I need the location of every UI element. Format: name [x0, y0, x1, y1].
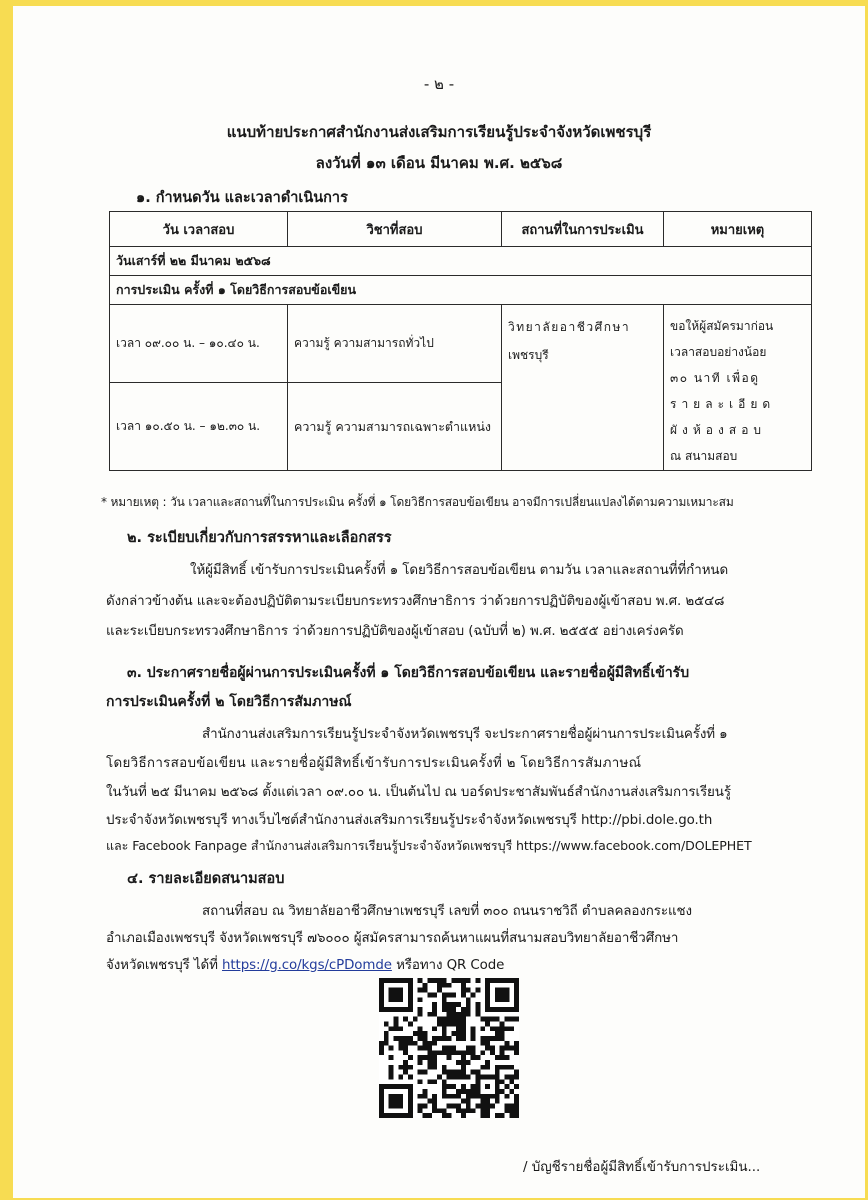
section3-line: ประจำจังหวัดเพชรบุรี ทางเว็บไซต์สำนักงานส่งเสริมการเรียนรู้ประจำจังหวัดเพชรบุรี http://pbi.dole.go.th — [106, 813, 713, 828]
schedule-table — [109, 211, 812, 471]
table-header-row — [110, 212, 812, 247]
document-page — [13, 6, 865, 1198]
exam-time: เวลา ๐๙.๐๐ น. – ๑๐.๔๐ น. — [110, 305, 288, 383]
exam-subject: ความรู้ ความสามารถทั่วไป — [288, 305, 502, 383]
section4-line — [106, 954, 504, 975]
remark-line: เวลาสอบอย่างน้อย — [670, 345, 767, 359]
remark-line: รายละเอียด — [670, 397, 776, 411]
exam-remark — [664, 305, 812, 471]
section3-heading: ๓. ประกาศรายชื่อผู้ผ่านการประเมินครั้งที่ ๑ โดยวิธีการสอบข้อเขียน และรายชื่อผู้มีสิทธิ์เข้ารับ — [127, 665, 690, 681]
header-remark: หมายเหตุ — [664, 212, 812, 247]
section2-line: ให้ผู้มีสิทธิ์ เข้ารับการประเมินครั้งที่ ๑ โดยวิธีการสอบข้อเขียน ตามวัน เวลาและสถานที่ที่กำหนด — [190, 563, 729, 578]
venue-line: เพชรบุรี — [508, 348, 549, 362]
exam-date: วันเสาร์ที่ ๒๒ มีนาคม ๒๕๖๘ — [110, 247, 812, 276]
remark-line: ๓๐ นาที เพื่อดู — [670, 371, 760, 385]
section2-heading: ๒. ระเบียบเกี่ยวกับการสรรหาและเลือกสรร — [127, 530, 392, 546]
section4-heading: ๔. รายละเอียดสนามสอบ — [127, 871, 285, 887]
section3-line: และ Facebook Fanpage สำนักงานส่งเสริมการเรียนรู้ประจำจังหวัดเพชรบุรี https://www.facebook.com/DOLEPHET — [106, 838, 752, 853]
table-note: * หมายเหตุ : วัน เวลาและสถานที่ในการประเมิน ครั้งที่ ๑ โดยวิธีการสอบข้อเขียน อาจมีการเปลี่ยนแปลงได้ตามความเหมาะสม — [101, 495, 734, 509]
header-datetime: วัน เวลาสอบ — [110, 212, 288, 247]
exam-subject: ความรู้ ความสามารถเฉพาะตำแหน่ง — [288, 383, 502, 471]
section3-line: ในวันที่ ๒๕ มีนาคม ๒๕๖๘ ตั้งแต่เวลา ๐๙.๐๐ น. เป็นต้นไป ณ บอร์ดประชาสัมพันธ์สำนักงานส่งเสริมการเรียนรู้ — [106, 785, 731, 800]
document-date: ลงวันที่ ๑๓ เดือน มีนาคม พ.ศ. ๒๕๖๘ — [315, 154, 563, 172]
remark-line: ณ สนามสอบ — [670, 449, 738, 463]
section4-line: สถานที่สอบ ณ วิทยาลัยอาชีวศึกษาเพชรบุรี เลขที่ ๓๐๐ ถนนราชวิถี ตำบลคลองกระแชง — [202, 904, 692, 919]
map-link[interactable]: https://g.co/kgs/cPDomde — [222, 958, 392, 973]
venue-line: วิทยาลัยอาชีวศึกษา — [508, 320, 631, 334]
header-venue: สถานที่ในการประเมิน — [502, 212, 664, 247]
remark-line: ขอให้ผู้สมัครมาก่อน — [670, 319, 774, 333]
section4-text: หรือทาง QR Code — [396, 958, 505, 973]
qr-code-icon[interactable] — [379, 978, 519, 1118]
date-row — [110, 247, 812, 276]
table-row — [110, 305, 812, 383]
section3-heading-cont: การประเมินครั้งที่ ๒ โดยวิธีการสัมภาษณ์ — [106, 694, 352, 710]
section3-line: โดยวิธีการสอบข้อเขียน และรายชื่อผู้มีสิทธิ์เข้ารับการประเมินครั้งที่ ๒ โดยวิธีการสัมภาษณ์ — [106, 756, 642, 771]
section1-heading: ๑. กำหนดวัน และเวลาดำเนินการ — [136, 190, 348, 206]
page-number: - ๒ - — [423, 75, 455, 93]
exam-round: การประเมิน ครั้งที่ ๑ โดยวิธีการสอบข้อเขียน — [110, 276, 812, 305]
header-subject: วิชาที่สอบ — [288, 212, 502, 247]
section4-line: อำเภอเมืองเพชรบุรี จังหวัดเพชรบุรี ๗๖๐๐๐ ผู้สมัครสามารถค้นหาแผนที่สนามสอบวิทยาลัยอาชีวศึกษา — [106, 931, 679, 946]
remark-line: ผังห้องสอบ — [670, 423, 767, 437]
section3-line: สำนักงานส่งเสริมการเรียนรู้ประจำจังหวัดเพชรบุรี จะประกาศรายชื่อผู้ผ่านการประเมินครั้งที่ ๑ — [202, 727, 728, 742]
exam-venue — [502, 305, 664, 471]
section4-text: จังหวัดเพชรบุรี ได้ที่ — [106, 958, 218, 973]
exam-time: เวลา ๑๐.๕๐ น. – ๑๒.๓๐ น. — [110, 383, 288, 471]
document-title: แนบท้ายประกาศสำนักงานส่งเสริมการเรียนรู้ประจำจังหวัดเพชรบุรี — [226, 123, 652, 141]
section2-line: ดังกล่าวข้างต้น และจะต้องปฏิบัติตามระเบียบกระทรวงศึกษาธิการ ว่าด้วยการปฏิบัติของผู้เข้าสอบ พ.ศ. ๒๕๔๘ — [106, 594, 725, 609]
section2-line: และระเบียบกระทรวงศึกษาธิการ ว่าด้วยการปฏิบัติของผู้เข้าสอบ (ฉบับที่ ๒) พ.ศ. ๒๕๕๕ อย่างเคร่งครัด — [106, 624, 684, 639]
round-row — [110, 276, 812, 305]
footer-continuation: / บัญชีรายชื่อผู้มีสิทธิ์เข้ารับการประเมิน... — [523, 1160, 761, 1175]
